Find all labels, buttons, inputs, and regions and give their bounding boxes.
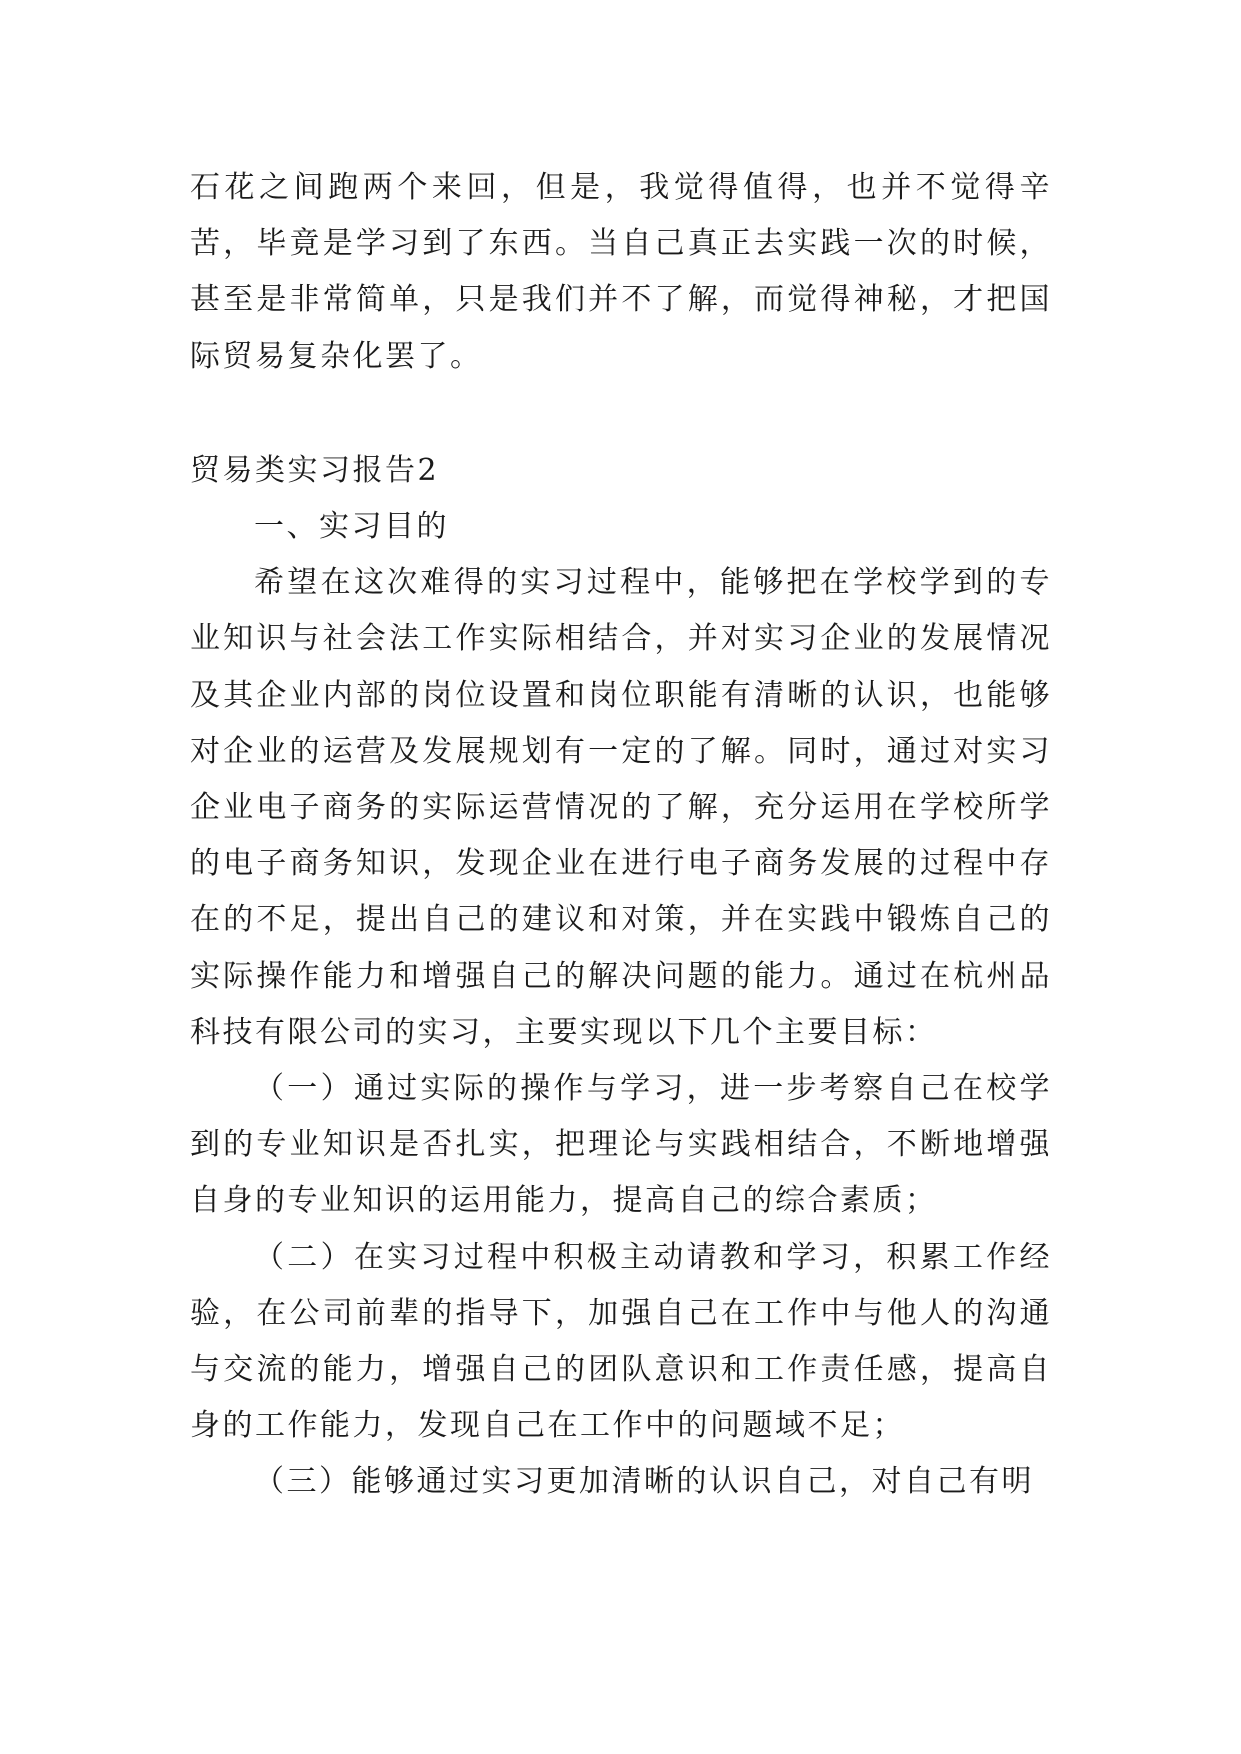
section-heading: 一、实习目的 (254, 509, 449, 545)
goal-paragraph-1: （一）通过实际的操作与学习，进一步考察自己在校学到的专业知识是否扎实，把理论与实践相结合，不断地增强自身的专业知识的运用能力，提高自己的综合素质； (190, 1071, 1052, 1219)
report-title: 贸易类实习报告2 (190, 452, 440, 488)
goal-paragraph-3: （三）能够通过实习更加清晰的认识自己，对自己有明 (254, 1464, 1034, 1500)
document-body (190, 160, 1052, 1511)
intro-paragraph: 希望在这次难得的实习过程中，能够把在学校学到的专业知识与社会法工作实际相结合，并对实习企业的发展情况及其企业内部的岗位设置和岗位职能有清晰的认识，也能够对企业的运营及发展规划有一定的了解。同时，通过对实习企业电子商务的实际运营情况的了解，充分运用在学校所学的电子商务知识，发现企业在进行电子商务发展的过程中存在的不足，提出自己的建议和对策，并在实践中锻炼自己的实际操作能力和增强自己的解决问题的能力。通过在杭州品科技有限公司的实习，主要实现以下几个主要目标： (190, 565, 1052, 1050)
continued-paragraph: 石花之间跑两个来回，但是，我觉得值得，也并不觉得辛苦，毕竟是学习到了东西。当自己真正去实践一次的时候，甚至是非常简单，只是我们并不了解，而觉得神秘，才把国际贸易复杂化罢了。 (190, 170, 1052, 374)
goal-paragraph-2: （二）在实习过程中积极主动请教和学习，积累工作经验，在公司前辈的指导下，加强自己在工作中与他人的沟通与交流的能力，增强自己的团队意识和工作责任感，提高自身的工作能力，发现自己在工作中的问题域不足； (190, 1239, 1052, 1444)
paragraph-spacer (190, 385, 1052, 443)
